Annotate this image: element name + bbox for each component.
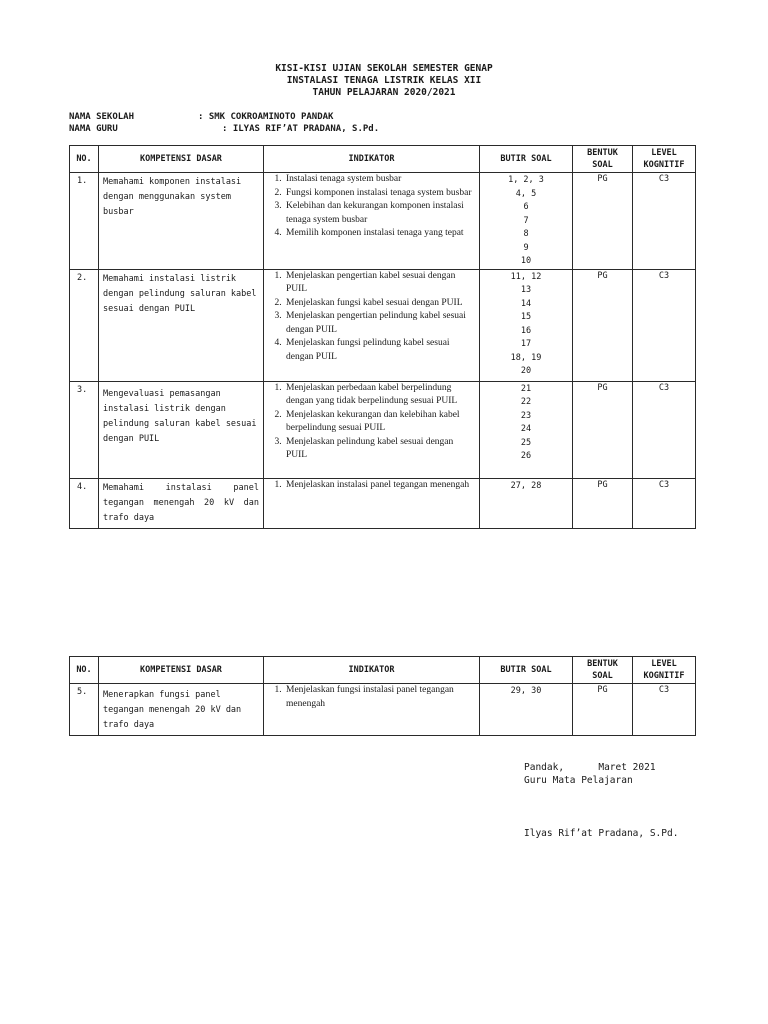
col-header-level: LEVEL KOGNITIF xyxy=(633,657,696,684)
row-indikator xyxy=(264,684,480,736)
col-header-butir: BUTIR SOAL xyxy=(480,146,573,173)
row-butir: 11, 12 13 14 15 16 17 18, 19 20 xyxy=(480,269,573,381)
signature-place-date: Pandak, Maret 2021 xyxy=(524,762,656,773)
row-kompetensi: Memahami komponen instalasi dengan menggunakan system busbar xyxy=(99,173,264,270)
row-level: C3 xyxy=(633,269,696,381)
row-no: 1. xyxy=(70,173,99,270)
indicator-item: 1. Instalasi tenaga system busbar xyxy=(284,173,475,187)
teacher-label: NAMA GURU xyxy=(69,124,118,134)
row-butir: 29, 30 xyxy=(480,684,573,736)
row-kompetensi: Memahami instalasi panel tegangan menengah 20 kV dan trafo daya xyxy=(99,478,264,528)
col-header-no: NO. xyxy=(70,146,99,173)
table-row xyxy=(70,478,696,528)
indicator-item: 1. Menjelaskan instalasi panel tegangan menengah xyxy=(284,479,475,493)
row-butir: 27, 28 xyxy=(480,478,573,528)
col-header-kd: KOMPETENSI DASAR xyxy=(99,657,264,684)
document-title-line1: KISI-KISI UJIAN SEKOLAH SEMESTER GENAP xyxy=(275,63,493,74)
row-bentuk: PG xyxy=(573,478,633,528)
col-header-bentuk: BENTUK SOAL xyxy=(573,657,633,684)
row-level: C3 xyxy=(633,381,696,478)
teacher-value: : ILYAS RIF’AT PRADANA, S.Pd. xyxy=(222,124,380,134)
table-row xyxy=(70,269,696,381)
signature-role: Guru Mata Pelajaran xyxy=(524,775,633,786)
indicator-item: 2. Menjelaskan kekurangan dan kelebihan kabel berpelindung sesuai PUIL xyxy=(284,409,475,436)
row-no: 2. xyxy=(70,269,99,381)
row-kompetensi: Mengevaluasi pemasangan instalasi listrik dengan pelindung saluran kabel sesuai dengan PUIL xyxy=(99,381,264,478)
table-row xyxy=(70,684,696,736)
indicator-item: 4. Menjelaskan fungsi pelindung kabel sesuai dengan PUIL xyxy=(284,337,475,364)
row-kompetensi: Menerapkan fungsi panel tegangan menengah 20 kV dan trafo daya xyxy=(99,684,264,736)
row-bentuk: PG xyxy=(573,269,633,381)
col-header-kd: KOMPETENSI DASAR xyxy=(99,146,264,173)
indicator-item: 3. Menjelaskan pengertian pelindung kabel sesuai dengan PUIL xyxy=(284,310,475,337)
row-kompetensi: Memahami instalasi listrik dengan pelindung saluran kabel sesuai dengan PUIL xyxy=(99,269,264,381)
col-header-no: NO. xyxy=(70,657,99,684)
indicator-item: 3. Kelebihan dan kekurangan komponen instalasi tenaga system busbar xyxy=(284,200,475,227)
school-value: : SMK COKROAMINOTO PANDAK xyxy=(198,112,334,122)
row-indikator xyxy=(264,478,480,528)
row-no: 5. xyxy=(70,684,99,736)
row-no: 4. xyxy=(70,478,99,528)
col-header-indikator: INDIKATOR xyxy=(264,657,480,684)
kisi-kisi-table xyxy=(69,145,696,529)
row-bentuk: PG xyxy=(573,173,633,270)
row-level: C3 xyxy=(633,684,696,736)
table-header-row xyxy=(70,146,696,173)
col-header-butir: BUTIR SOAL xyxy=(480,657,573,684)
kisi-kisi-table-continued xyxy=(69,656,696,736)
row-level: C3 xyxy=(633,173,696,270)
indicator-item: 1. Menjelaskan perbedaan kabel berpelindung dengan yang tidak berpelindung sesuai PUIL xyxy=(284,382,475,409)
indicator-item: 4. Memilih komponen instalasi tenaga yang tepat xyxy=(284,227,475,241)
row-indikator xyxy=(264,173,480,270)
row-no: 3. xyxy=(70,381,99,478)
indicator-item: 2. Fungsi komponen instalasi tenaga system busbar xyxy=(284,187,475,201)
indicator-item: 1. Menjelaskan pengertian kabel sesuai dengan PUIL xyxy=(284,270,475,297)
row-indikator xyxy=(264,381,480,478)
row-level: C3 xyxy=(633,478,696,528)
row-butir: 21 22 23 24 25 26 xyxy=(480,381,573,478)
indicator-item: 3. Menjelaskan pelindung kabel sesuai dengan PUIL xyxy=(284,436,475,463)
signature-name: Ilyas Rif’at Pradana, S.Pd. xyxy=(524,828,679,839)
indicator-item: 1. Menjelaskan fungsi instalasi panel tegangan menengah xyxy=(284,684,475,711)
table-row xyxy=(70,173,696,270)
school-label: NAMA SEKOLAH xyxy=(69,112,135,122)
row-bentuk: PG xyxy=(573,381,633,478)
indicator-item: 2. Menjelaskan fungsi kabel sesuai dengan PUIL xyxy=(284,297,475,311)
col-header-bentuk: BENTUK SOAL xyxy=(573,146,633,173)
row-indikator xyxy=(264,269,480,381)
document-title-line3: TAHUN PELAJARAN 2020/2021 xyxy=(312,87,456,98)
table-row xyxy=(70,381,696,478)
col-header-indikator: INDIKATOR xyxy=(264,146,480,173)
document-title-line2: INSTALASI TENAGA LISTRIK KELAS XII xyxy=(286,75,482,86)
row-bentuk: PG xyxy=(573,684,633,736)
row-butir: 1, 2, 3 4, 5 6 7 8 9 10 xyxy=(480,173,573,270)
col-header-level: LEVEL KOGNITIF xyxy=(633,146,696,173)
table-header-row xyxy=(70,657,696,684)
